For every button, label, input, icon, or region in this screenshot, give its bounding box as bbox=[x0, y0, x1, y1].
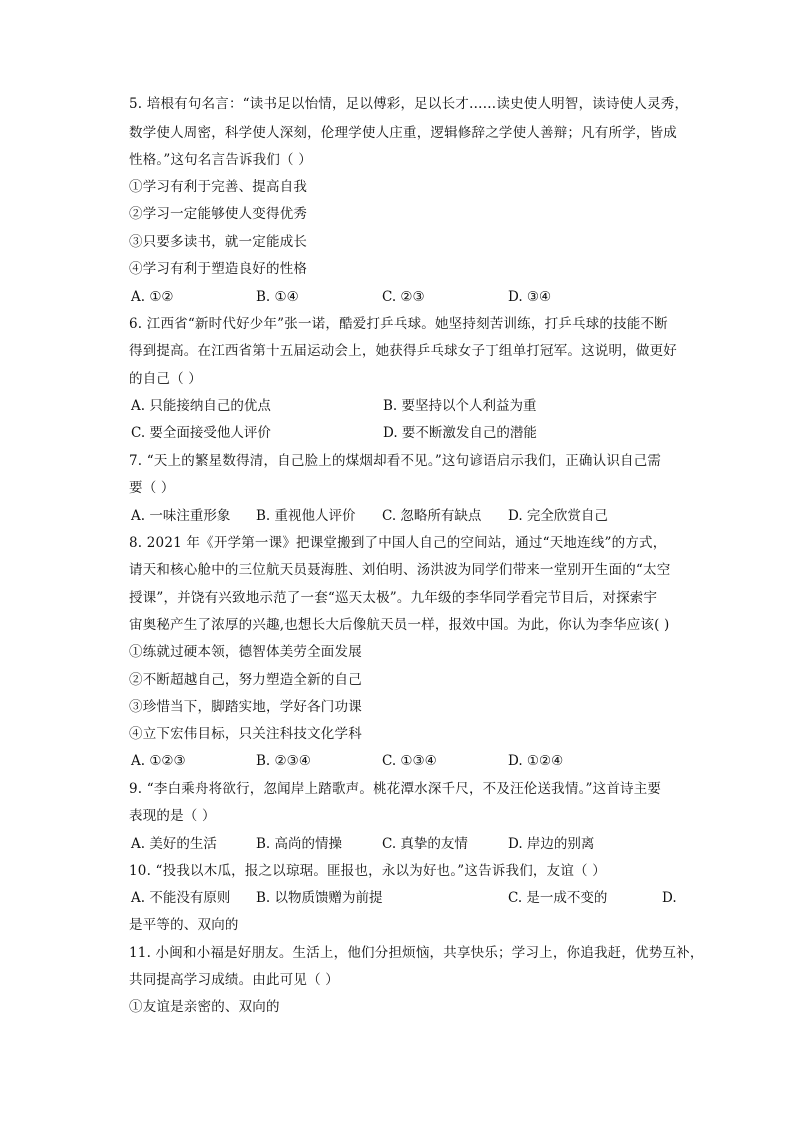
question-6-option-c[interactable]: C. 要全面接受他人评价 bbox=[131, 425, 271, 441]
question-10-option-d[interactable]: D. bbox=[662, 890, 677, 906]
question-8-line-3: 授课”，并饶有兴致地示范了一套“巡天太极”。九年级的李华同学看完节目后，对探索宇 bbox=[129, 590, 658, 606]
question-9-option-c[interactable]: C. 真挚的友情 bbox=[382, 836, 468, 852]
question-7-option-d[interactable]: D. 完全欣赏自己 bbox=[508, 508, 608, 524]
question-5-line-2: 数学使人周密，科学使人深刻，伦理学使人庄重，逻辑修辞之学使人善辩；凡有所学，皆成 bbox=[129, 125, 677, 141]
question-8-line-1: 8. 2021 年《开学第一课》把课堂搬到了中国人自己的空间站，通过“天地连线”的方式， bbox=[129, 535, 667, 551]
question-9-line-1: 9. “李白乘舟将欲行，忽闻岸上踏歌声。桃花潭水深千尺，不及汪伦送我情。”这首诗主要 bbox=[129, 781, 662, 797]
question-10-line-1: 10. “投我以木瓜，报之以琼琚。匪报也，永以为好也。”这告诉我们，友谊（ ） bbox=[129, 863, 606, 879]
question-9-option-a[interactable]: A. 美好的生活 bbox=[131, 836, 217, 852]
question-10-option-b[interactable]: B. 以物质馈赠为前提 bbox=[256, 890, 383, 906]
question-7-line-2: 要（ ） bbox=[129, 480, 175, 496]
question-5-statement-1: ①学习有利于完善、提高自我 bbox=[129, 179, 308, 195]
question-6-line-1: 6. 江西省“新时代好少年”张一诺，酷爱打乒乓球。她坚持刻苦训练，打乒乓球的技能不断 bbox=[129, 316, 668, 332]
question-6-line-3: 的自己（ ） bbox=[129, 371, 202, 387]
question-7-option-a[interactable]: A. 一味注重形象 bbox=[131, 508, 231, 524]
question-5-option-c[interactable]: C. ②③ bbox=[382, 289, 425, 305]
question-5-statement-2: ②学习一定能够使人变得优秀 bbox=[129, 206, 308, 222]
question-5-statement-4: ④学习有利于塑造良好的性格 bbox=[129, 261, 308, 277]
question-5-statement-3: ③只要多读书，就一定能成长 bbox=[129, 234, 308, 250]
question-9-line-2: 表现的是（ ） bbox=[129, 808, 216, 824]
question-7-option-b[interactable]: B. 重视他人评价 bbox=[256, 508, 356, 524]
question-8-statement-1: ①练就过硬本领，德智体美劳全面发展 bbox=[129, 644, 362, 660]
question-8-option-b[interactable]: B. ②③④ bbox=[256, 753, 311, 769]
question-6-option-d[interactable]: D. 要不断激发自己的潜能 bbox=[383, 425, 537, 441]
question-8-option-d[interactable]: D. ①②④ bbox=[508, 753, 564, 769]
question-6-option-a[interactable]: A. 只能接纳自己的优点 bbox=[131, 398, 271, 414]
question-7-line-1: 7. “天上的繁星数得清，自己脸上的煤烟却看不见。”这句谚语启示我们，正确认识自己需 bbox=[129, 453, 662, 469]
question-6-line-2: 得到提高。在江西省第十五届运动会上，她获得乒乓球女子丁组单打冠军。这说明，做更好 bbox=[129, 343, 677, 359]
question-9-option-d[interactable]: D. 岸边的别离 bbox=[508, 836, 595, 852]
question-9-option-b[interactable]: B. 高尚的情操 bbox=[256, 836, 343, 852]
question-11-line-1: 11. 小闽和小福是好朋友。生活上，他们分担烦恼，共享快乐；学习上，你追我赶，优势互补， bbox=[129, 945, 704, 961]
question-5-option-d[interactable]: D. ③④ bbox=[508, 289, 552, 305]
question-10-option-d-text: 是平等的、双向的 bbox=[129, 917, 239, 933]
question-8-statement-2: ②不断超越自己，努力塑造全新的自己 bbox=[129, 672, 362, 688]
question-8-line-2: 请天和核心舱中的三位航天员聂海胜、刘伯明、汤洪波为同学们带来一堂别开生面的“太空 bbox=[129, 562, 671, 578]
question-5-option-a[interactable]: A. ①② bbox=[131, 289, 174, 305]
question-10-option-c[interactable]: C. 是一成不变的 bbox=[508, 890, 608, 906]
question-5-line-3: 性格。”这句名言告诉我们（ ） bbox=[129, 152, 312, 168]
question-11-line-2: 共同提高学习成绩。由此可见（ ） bbox=[129, 972, 339, 988]
question-8-statement-3: ③珍惜当下，脚踏实地，学好各门功课 bbox=[129, 699, 362, 715]
question-5-option-b[interactable]: B. ①④ bbox=[256, 289, 299, 305]
question-8-option-a[interactable]: A. ①②③ bbox=[131, 753, 186, 769]
question-8-option-c[interactable]: C. ①③④ bbox=[382, 753, 437, 769]
question-5-line-1: 5. 培根有句名言：“读书足以怡情，足以傅彩，足以长才……读史使人明智，读诗使人灵秀， bbox=[129, 96, 689, 112]
question-8-statement-4: ④立下宏伟目标，只关注科技文化学科 bbox=[129, 726, 362, 742]
question-6-option-b[interactable]: B. 要坚持以个人利益为重 bbox=[383, 398, 537, 414]
question-10-option-a[interactable]: A. 不能没有原则 bbox=[131, 890, 231, 906]
question-7-option-c[interactable]: C. 忽略所有缺点 bbox=[382, 508, 482, 524]
question-11-statement-1: ①友谊是亲密的、双向的 bbox=[129, 999, 280, 1015]
question-8-line-4: 宙奥秘产生了浓厚的兴趣,也想长大后像航天员一样，报效中国。为此，你认为李华应该( ) bbox=[129, 617, 670, 633]
